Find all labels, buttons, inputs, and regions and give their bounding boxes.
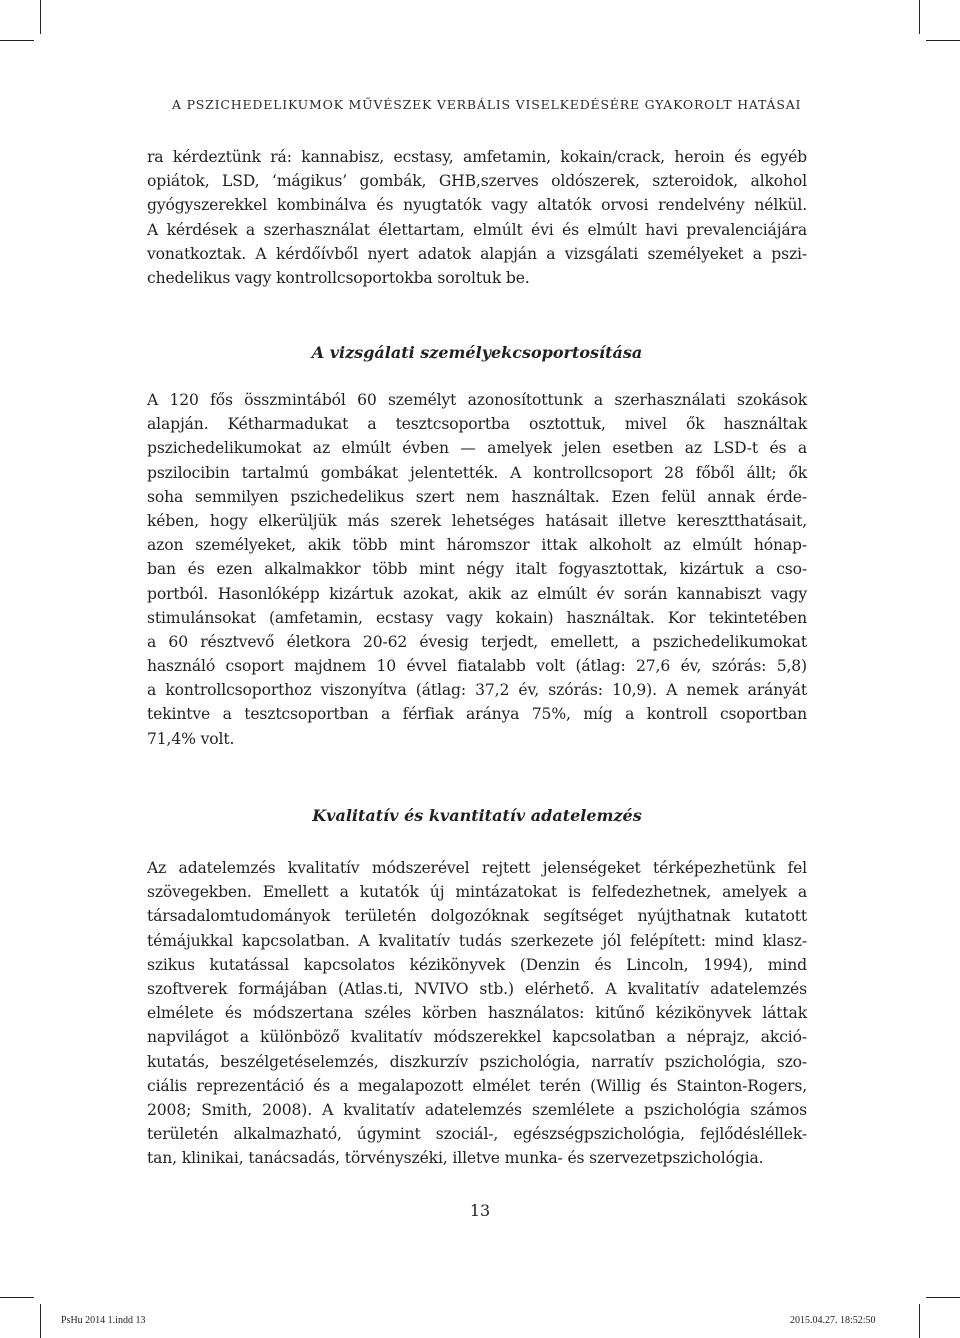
text-line: opiátok, LSD, ‘mágikus’ gombák, GHB,szerves oldószerek, szteroidok, alkohol (147, 172, 807, 191)
section-heading: A vizsgálati személyekcsoportosítása (311, 343, 643, 362)
text-line: területén alkalmazható, úgymint szociál-, egészségpszichológia, fejlődésléllek- (147, 1125, 807, 1144)
text-line: kutatás, beszélgetéselemzés, diszkurzív pszichológia, narratív pszichológia, szo- (147, 1052, 807, 1071)
text-line: a kontrollcsoporthoz viszonyítva (átlag: 37,2 év, szórás: 10,9). A nemek arányát (147, 681, 807, 700)
text-line: 71,4% volt. (147, 729, 235, 748)
section-heading: Kvalitatív és kvantitatív adatelemzés (312, 806, 642, 825)
crop-mark (919, 1304, 920, 1338)
text-line: chedelikus vagy kontrollcsoportokba soroltuk be. (147, 268, 530, 287)
text-line: a 60 résztvevő életkora 20-62 évesig terjedt, emellett, a pszichedelikumokat (147, 632, 807, 651)
text-line: A 120 fős összmintából 60 személyt azonosítottunk a szerhasználati szokások (147, 391, 807, 409)
text-line: Az adatelemzés kvalitatív módszerével rejtett jelenségeket térképezhetünk fel (147, 859, 807, 877)
crop-mark (926, 1297, 960, 1298)
crop-mark (919, 0, 920, 34)
text-line: A kérdések a szerhasználat élettartam, elmúlt évi és elmúlt havi prevalenciájára (147, 220, 807, 239)
text-line: szövegekben. Emellett a kutatók új mintázatokat is felfedezhetnek, amelyek a (147, 883, 807, 902)
print-slug-file: PsHu 2014 1.indd 13 (61, 1315, 146, 1326)
page-number: 13 (469, 1201, 491, 1220)
text-line: gyógyszerekkel kombinálva és nyugtatók vagy altatók orvosi rendelvény nélkül. (147, 196, 807, 215)
running-head: A PSZICHEDELIKUMOK MŰVÉSZEK VERBÁLIS VISELKEDÉSÉRE GYAKOROLT HATÁSAI (172, 97, 802, 112)
text-line: portból. Hasonlóképp kizártuk azokat, akik az elmúlt év során kannabiszt vagy (147, 584, 807, 603)
text-line: pszichedelikumokat az elmúlt évben — amelyek jelen esetben az LSD-t és a (147, 439, 807, 458)
crop-mark (40, 1304, 41, 1338)
text-line: azon személyeket, akik több mint háromszor ittak alkoholt az elmúlt hónap- (147, 536, 807, 555)
text-line: témájukkal kapcsolatban. A kvalitatív tudás szerkezete jól felépített: mind klasz- (147, 931, 807, 950)
text-line: ciális reprezentáció és a megalapozott elmélet terén (Willig és Stainton-Rogers, (147, 1076, 807, 1095)
text-line: alapján. Kétharmadukat a tesztcsoportba osztottuk, mivel ők használtak (147, 415, 807, 434)
paragraph (147, 856, 807, 1170)
crop-mark (40, 0, 41, 34)
text-line: kében, hogy elkerüljük más szerek lehetséges hatásait illetve keresztthatásait, (147, 511, 807, 530)
text-line: stimulánsokat (amfetamin, ecstasy vagy kokain) használtak. Kor tekintetében (147, 608, 807, 627)
crop-mark (0, 40, 34, 41)
paragraph (147, 388, 807, 751)
paragraph (147, 145, 807, 290)
text-line: ban és ezen alkalmakkor több mint négy italt fogyasztottak, kizártuk a cso- (147, 560, 807, 579)
text-line: napvilágot a különböző kvalitatív módszerekkel kapcsolatban a néprajz, akció- (147, 1028, 807, 1047)
text-line: társadalomtudományok területén dolgozóknak segítséget nyújthatnak kutatott (147, 907, 807, 926)
text-line: 2008; Smith, 2008). A kvalitatív adatelemzés szemlélete a pszichológia számos (147, 1100, 807, 1119)
text-line: soha semmilyen pszichedelikus szert nem használtak. Ezen felül annak érde- (147, 487, 807, 506)
crop-mark (926, 40, 960, 41)
text-line: tan, klinikai, tanácsadás, törvényszéki, illetve munka- és szervezetpszichológia. (147, 1149, 764, 1168)
text-line: szoftverek formájában (Atlas.ti, NVIVO stb.) elérhető. A kvalitatív adatelemzés (147, 979, 807, 998)
text-line: ra kérdeztünk rá: kannabisz, ecstasy, amfetamin, kokain/crack, heroin és egyéb (147, 148, 807, 166)
text-line: tekintve a tesztcsoportban a férfiak aránya 75%, míg a kontroll csoportban (147, 705, 807, 724)
text-line: szikus kutatással kapcsolatos kézikönyvek (Denzin és Lincoln, 1994), mind (147, 955, 807, 974)
text-line: vonatkoztak. A kérdőívből nyert adatok alapján a vizsgálati személyeket a pszi- (147, 244, 807, 263)
text-line: használó csoport majdnem 10 évvel fiatalabb volt (átlag: 27,6 év, szórás: 5,8) (147, 657, 807, 676)
crop-mark (0, 1297, 34, 1298)
text-line: pszilocibin tartalmú gombákat jelentették. A kontrollcsoport 28 főből állt; ők (147, 463, 807, 482)
text-line: elmélete és módszertana széles körben használatos: kitűnő kézikönyvek láttak (147, 1004, 807, 1023)
print-slug-date: 2015.04.27. 18:52:50 (790, 1315, 876, 1326)
